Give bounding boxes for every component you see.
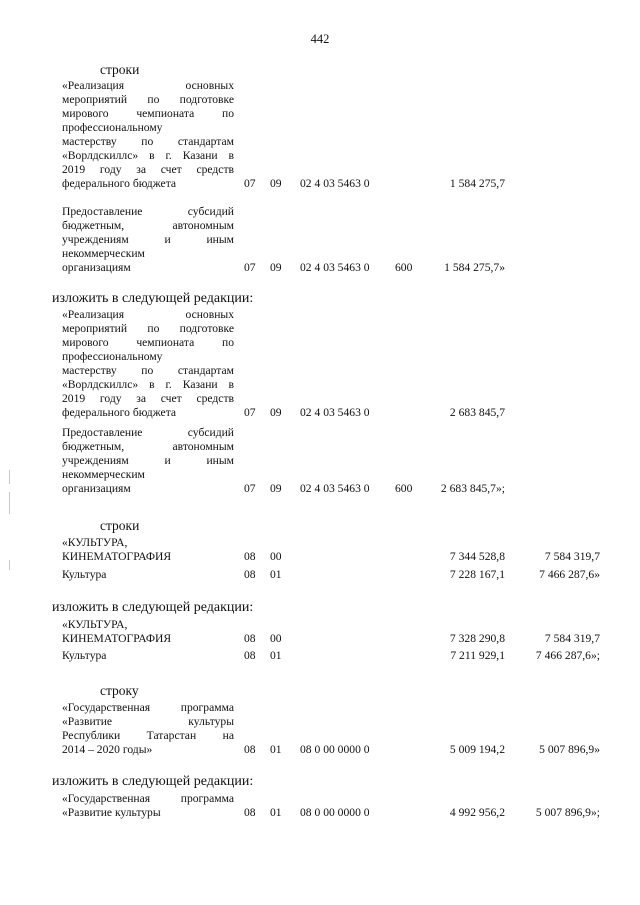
row-name-line: мероприятий по подготовке bbox=[62, 93, 234, 106]
row-name-line: «Реализация основных bbox=[62, 79, 234, 92]
margin-mark bbox=[9, 492, 10, 514]
row-name-line: мирового чемпионата по bbox=[62, 107, 234, 120]
row-name-line: «Государственная программа bbox=[62, 792, 234, 805]
row-name-line: КИНЕМАТОГРАФИЯ bbox=[62, 550, 172, 563]
target-article-code: 02 4 03 5463 0 bbox=[300, 261, 370, 274]
row-name-line: 2019 году за счет средств bbox=[62, 392, 234, 405]
row-name-line: «КУЛЬТУРА, bbox=[62, 536, 128, 549]
target-article-code: 02 4 03 5463 0 bbox=[300, 482, 370, 495]
amount-2019: 2 683 845,7»; bbox=[440, 482, 505, 495]
amount-2019: 2 683 845,7 bbox=[449, 406, 505, 419]
section-code: 08 bbox=[244, 568, 256, 581]
section-code: 07 bbox=[244, 482, 256, 495]
row-name-line: КИНЕМАТОГРАФИЯ bbox=[62, 632, 172, 645]
row-name-line: 2014 – 2020 годы» bbox=[62, 743, 153, 756]
section-code: 08 bbox=[244, 550, 256, 563]
subsection-code: 09 bbox=[270, 406, 282, 419]
amount-2020: 7 584 319,7 bbox=[544, 550, 600, 563]
section-code: 08 bbox=[244, 806, 256, 819]
amount-2020: 7 466 287,6»; bbox=[535, 649, 600, 662]
amount-2019: 5 009 194,2 bbox=[449, 743, 505, 756]
subsection-code: 01 bbox=[270, 743, 282, 756]
row-name-line: организациям bbox=[62, 261, 131, 274]
target-article-code: 08 0 00 0000 0 bbox=[300, 806, 370, 819]
row-name-line: учреждениям и иным bbox=[62, 233, 234, 246]
target-article-code: 02 4 03 5463 0 bbox=[300, 177, 370, 190]
instruction-text: изложить в следующей редакции: bbox=[52, 774, 254, 789]
section-code: 08 bbox=[244, 632, 256, 645]
row-name-line: федерального бюджета bbox=[62, 406, 177, 419]
row-name-line: федерального бюджета bbox=[62, 177, 177, 190]
row-name-line: Предоставление субсидий bbox=[62, 426, 234, 439]
subsection-code: 00 bbox=[270, 550, 282, 563]
row-name-line: организациям bbox=[62, 482, 131, 495]
row-name-line: «Реализация основных bbox=[62, 308, 234, 321]
amount-2020: 7 466 287,6» bbox=[539, 568, 600, 581]
subsection-code: 01 bbox=[270, 649, 282, 662]
margin-mark bbox=[9, 560, 10, 570]
subsection-code: 09 bbox=[270, 177, 282, 190]
subsection-code: 00 bbox=[270, 632, 282, 645]
row-name-line: бюджетным, автономным bbox=[62, 440, 234, 453]
row-name-line: Республики Татарстан на bbox=[62, 729, 234, 742]
row-name-line: «Ворлдскиллс» в г. Казани в bbox=[62, 378, 234, 391]
subsection-code: 09 bbox=[270, 261, 282, 274]
row-name-line: учреждениям и иным bbox=[62, 454, 234, 467]
subsection-code: 01 bbox=[270, 568, 282, 581]
row-name-line: мирового чемпионата по bbox=[62, 336, 234, 349]
section-code: 07 bbox=[244, 261, 256, 274]
target-article-code: 02 4 03 5463 0 bbox=[300, 406, 370, 419]
amount-2019: 4 992 956,2 bbox=[449, 806, 505, 819]
row-name-line: Культура bbox=[62, 568, 107, 581]
row-name-line: «Государственная программа bbox=[62, 701, 234, 714]
section-heading: строки bbox=[100, 62, 140, 77]
section-code: 08 bbox=[244, 743, 256, 756]
section-code: 07 bbox=[244, 177, 256, 190]
margin-mark bbox=[9, 470, 10, 484]
row-name-line: мастерству по стандартам bbox=[62, 364, 234, 377]
amount-2020: 5 007 896,9»; bbox=[535, 806, 600, 819]
section-heading: строку bbox=[100, 683, 139, 698]
target-article-code: 08 0 00 0000 0 bbox=[300, 743, 370, 756]
amount-2019: 7 211 929,1 bbox=[450, 649, 505, 662]
subsection-code: 09 bbox=[270, 482, 282, 495]
amount-2020: 7 584 319,7 bbox=[544, 632, 600, 645]
section-code: 08 bbox=[244, 649, 256, 662]
instruction-text: изложить в следующей редакции: bbox=[52, 291, 254, 306]
row-name-line: бюджетным, автономным bbox=[62, 219, 234, 232]
amount-2019: 1 584 275,7» bbox=[444, 261, 505, 274]
expense-type-code: 600 bbox=[395, 482, 413, 495]
row-name-line: профессиональному bbox=[62, 350, 163, 363]
page-number: 442 bbox=[310, 32, 330, 46]
amount-2019: 7 344 528,8 bbox=[449, 550, 505, 563]
row-name-line: мероприятий по подготовке bbox=[62, 322, 234, 335]
row-name-line: «КУЛЬТУРА, bbox=[62, 618, 128, 631]
expense-type-code: 600 bbox=[395, 261, 413, 274]
subsection-code: 01 bbox=[270, 806, 282, 819]
row-name-line: профессиональному bbox=[62, 121, 163, 134]
row-name-line: мастерству по стандартам bbox=[62, 135, 234, 148]
row-name-line: некоммерческим bbox=[62, 468, 145, 481]
row-name-line: некоммерческим bbox=[62, 247, 145, 260]
section-heading: строки bbox=[100, 518, 140, 533]
row-name-line: «Развитие культуры bbox=[62, 806, 161, 819]
row-name-line: «Развитие культуры bbox=[62, 715, 234, 728]
row-name-line: 2019 году за счет средств bbox=[62, 163, 234, 176]
instruction-text: изложить в следующей редакции: bbox=[52, 600, 254, 615]
section-code: 07 bbox=[244, 406, 256, 419]
amount-2019: 7 328 290,8 bbox=[449, 632, 505, 645]
amount-2020: 5 007 896,9» bbox=[539, 743, 600, 756]
row-name-line: Предоставление субсидий bbox=[62, 205, 234, 218]
row-name-line: Культура bbox=[62, 649, 107, 662]
amount-2019: 1 584 275,7 bbox=[449, 177, 505, 190]
amount-2019: 7 228 167,1 bbox=[449, 568, 505, 581]
row-name-line: «Ворлдскиллс» в г. Казани в bbox=[62, 149, 234, 162]
